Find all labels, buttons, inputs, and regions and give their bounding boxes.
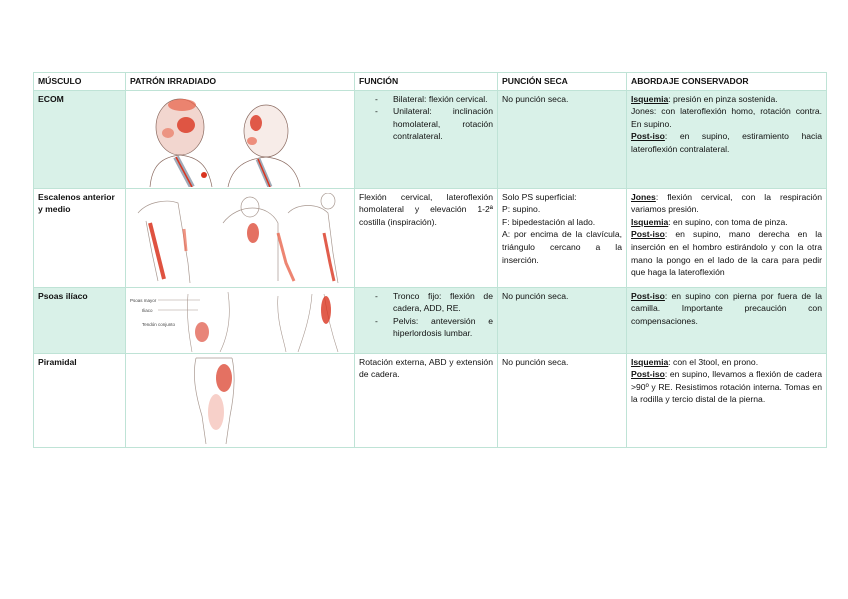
body-arm-illustration (128, 193, 353, 285)
conservative-approach-cell: Post-iso: en supino con pierna por fuera de la camilla. Importante precaución con compensaciones. (627, 287, 827, 353)
conservative-approach-cell: Isquemia: presión en pinza sostenida. Jones: con lateroflexión homo, rotación contra. En supino. Post-iso: en supino, estiramiento hacia lateroflexión contralateral. (627, 90, 827, 188)
table-row-ecom (34, 90, 827, 188)
dry-needling-cell: No punción seca. (498, 353, 627, 447)
trigger-point-table (33, 72, 827, 448)
dry-needling-cell: Solo PS superficial: P: supino. F: bipedestación al lado. A: por encima de la clavícula, triángulo cercano a la inserción. (498, 188, 627, 287)
technique-label: Post-iso (631, 229, 665, 240)
referred-pain-figure-psoas (126, 287, 355, 353)
table-row-psoas (34, 287, 827, 353)
header-puncion: PUNCIÓN SECA (498, 73, 627, 91)
function-item: - Unilateral: inclinación homolateral, rotación contralateral. (375, 105, 493, 143)
function-item: - Bilateral: flexión cervical. (375, 93, 493, 106)
dry-needling-cell: No punción seca. (498, 90, 627, 188)
technique-label: Isquemia (631, 93, 669, 104)
technique-label: Post-iso (631, 290, 665, 301)
function-cell (355, 90, 498, 188)
header-musculo: MÚSCULO (34, 73, 126, 91)
muscle-name: Piramidal (34, 353, 126, 447)
figure-label: Psoas mayor (130, 297, 157, 303)
pelvis-illustration (128, 290, 353, 352)
function-cell (355, 287, 498, 353)
conservative-approach-cell: Isquemia: con el 3tool, en prono. Post-iso: en supino, llevamos a flexión de cadera >90º y RE. Resistimos rotación interna. Tomas en la rodilla y tercio distal de la pierna. (627, 353, 827, 447)
header-patron: PATRÓN IRRADIADO (126, 73, 355, 91)
function-cell: Rotación externa, ABD y extensión de cadera. (355, 353, 498, 447)
head-side-illustration (220, 101, 302, 187)
table-row-piramidal (34, 353, 827, 447)
table-row-escalenos (34, 188, 827, 287)
function-item: - Pelvis: anteversión e hiperlordosis lumbar. (375, 315, 493, 340)
referred-pain-figure-piramidal (126, 353, 355, 447)
technique-label: Post-iso (631, 131, 665, 142)
head-front-illustration (130, 95, 218, 187)
referred-pain-figure-ecom (126, 90, 355, 188)
technique-label: Isquemia (631, 216, 669, 227)
function-cell: Flexión cervical, lateroflexión homolateral y elevación 1-2ª costilla (inspiración). (355, 188, 498, 287)
figure-label: Iliaco (142, 307, 153, 313)
technique-label: Isquemia (631, 356, 669, 367)
technique-label: Post-iso (631, 369, 665, 380)
dry-needling-cell: No punción seca. (498, 287, 627, 353)
muscle-name: Escalenos anterior y medio (34, 188, 126, 287)
figure-label: Tendón conjunto (142, 321, 176, 327)
technique-label: Jones (631, 191, 656, 202)
muscle-name: Psoas ilíaco (34, 287, 126, 353)
hip-leg-illustration (186, 356, 246, 446)
muscle-name: ECOM (34, 90, 126, 188)
conservative-approach-cell: Jones: flexión cervical, con la respiración variamos presión. Isquemia: en supino, con toma de pinza. Post-iso: en supino, mano derecha en la inserción en el hombro estirándolo y con la otra mano la pongo en el lado de la cara para pedir que haga la lateroflexión (627, 188, 827, 287)
referred-pain-figure-escalenos (126, 188, 355, 287)
header-abordaje: ABORDAJE CONSERVADOR (627, 73, 827, 91)
function-item: - Tronco fijo: flexión de cadera, ADD, RE. (375, 290, 493, 315)
table-header-row (34, 73, 827, 91)
header-funcion: FUNCIÓN (355, 73, 498, 91)
